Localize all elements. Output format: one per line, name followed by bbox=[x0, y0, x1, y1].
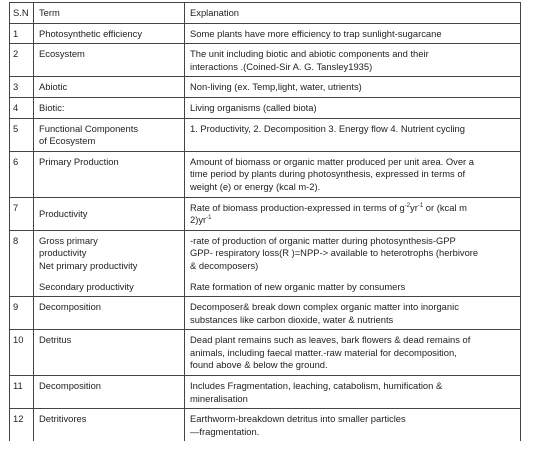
row-explanation bbox=[185, 151, 521, 197]
row-sn: 1 bbox=[10, 23, 34, 44]
explanation-line: weight (e) or energy (kcal m-2). bbox=[190, 180, 321, 192]
explanation-line: Rate formation of new organic matter by consumers bbox=[190, 280, 406, 292]
table-row bbox=[10, 77, 521, 98]
row-sn: 11 bbox=[10, 376, 34, 409]
explanation-line: —fragmentation. bbox=[190, 425, 260, 437]
table-row bbox=[10, 97, 521, 118]
row-explanation bbox=[185, 376, 521, 409]
row-explanation bbox=[185, 297, 521, 330]
row-sn: 4 bbox=[10, 97, 34, 118]
term-line: Net primary productivity bbox=[39, 259, 138, 271]
row-explanation bbox=[185, 197, 521, 230]
row-term: Productivity bbox=[34, 197, 185, 230]
table-row bbox=[10, 44, 521, 77]
explanation-line: Decomposer& break down complex organic matter into inorganic bbox=[190, 301, 459, 313]
row-explanation: Non-living (ex. Temp,light, water, utrients) bbox=[185, 77, 521, 98]
row-sn: 3 bbox=[10, 77, 34, 98]
row-term: Decomposition bbox=[34, 297, 185, 330]
header-row bbox=[10, 3, 521, 24]
explanation-line: time period by plants during photosynthesis, expressed in terms of bbox=[190, 168, 466, 180]
explanation-line bbox=[190, 202, 515, 215]
header-term: Term bbox=[34, 3, 185, 24]
explanation-text: Rate of biomass production-expressed in terms of g bbox=[190, 201, 405, 213]
explanation-line: Includes Fragmentation, leaching, catabolism, humification & bbox=[190, 380, 443, 392]
table-row bbox=[10, 197, 521, 230]
explanation-line: mineralisation bbox=[190, 392, 248, 404]
header-sn: S.N bbox=[10, 3, 34, 24]
row-explanation bbox=[185, 230, 521, 296]
table-row bbox=[10, 230, 521, 296]
row-explanation: Some plants have more efficiency to trap sunlight-sugarcane bbox=[185, 23, 521, 44]
table-row bbox=[10, 330, 521, 376]
superscript: -1 bbox=[206, 215, 212, 222]
term-line: of Ecosystem bbox=[39, 135, 96, 147]
explanation-line: found above & below the ground. bbox=[190, 359, 328, 371]
row-explanation: Living organisms (called biota) bbox=[185, 97, 521, 118]
superscript: -2 bbox=[404, 202, 411, 209]
glossary-table bbox=[9, 2, 521, 441]
row-term: Decomposition bbox=[34, 376, 185, 409]
explanation-line bbox=[190, 214, 515, 227]
explanation-line: GPP- respiratory loss(R )=NPP-> available to heterotrophs (herbivore bbox=[190, 247, 479, 259]
explanation-line: animals, including faecal matter.-raw material for decomposition, bbox=[190, 346, 457, 358]
row-term: Ecosystem bbox=[34, 44, 185, 77]
row-sn: 7 bbox=[10, 197, 34, 230]
explanation-line: substances like carbon dioxide, water & nutrients bbox=[190, 313, 394, 325]
explanation-line: interactions .(Coined-Sir A. G. Tansley1935) bbox=[190, 60, 373, 72]
row-sn: 12 bbox=[10, 409, 34, 442]
explanation-line: Dead plant remains such as leaves, bark flowers & dead remains of bbox=[190, 334, 471, 346]
table-row bbox=[10, 23, 521, 44]
row-term: Detritivores bbox=[34, 409, 185, 442]
row-sn: 2 bbox=[10, 44, 34, 77]
table-row bbox=[10, 151, 521, 197]
explanation-text: or (kcal m bbox=[423, 201, 467, 213]
explanation-line: -rate of production of organic matter during photosynthesis-GPP bbox=[190, 234, 456, 246]
explanation-line: & decomposers) bbox=[190, 259, 259, 271]
row-term: Detritus bbox=[34, 330, 185, 376]
explanation-line: The unit including biotic and abiotic components and their bbox=[190, 48, 429, 60]
table-row bbox=[10, 376, 521, 409]
superscript: -1 bbox=[417, 202, 424, 209]
row-term: Biotic: bbox=[34, 97, 185, 118]
row-explanation: 1. Productivity, 2. Decomposition 3. Energy flow 4. Nutrient cycling bbox=[185, 118, 521, 151]
row-explanation bbox=[185, 409, 521, 442]
explanation-line: Amount of biomass or organic matter produced per unit area. Over a bbox=[190, 155, 474, 167]
row-term: Primary Production bbox=[34, 151, 185, 197]
explanation-text: 2)yr bbox=[190, 214, 207, 226]
row-explanation bbox=[185, 330, 521, 376]
explanation-line: Earthworm-breakdown detritus into smaller particles bbox=[190, 413, 406, 425]
row-sn: 9 bbox=[10, 297, 34, 330]
row-term: Abiotic bbox=[34, 77, 185, 98]
row-sn: 8 bbox=[10, 230, 34, 296]
table-row bbox=[10, 118, 521, 151]
row-term bbox=[34, 230, 185, 296]
row-explanation bbox=[185, 44, 521, 77]
term-line: productivity bbox=[39, 247, 87, 259]
term-line: Gross primary bbox=[39, 234, 98, 246]
row-sn: 5 bbox=[10, 118, 34, 151]
row-term: Photosynthetic efficiency bbox=[34, 23, 185, 44]
term-line: Secondary productivity bbox=[39, 280, 134, 292]
header-explanation: Explanation bbox=[185, 3, 521, 24]
row-sn: 6 bbox=[10, 151, 34, 197]
row-term bbox=[34, 118, 185, 151]
explanation-text: yr bbox=[410, 201, 418, 213]
term-line: Functional Components bbox=[39, 122, 139, 134]
table-row bbox=[10, 297, 521, 330]
table-row bbox=[10, 409, 521, 442]
row-sn: 10 bbox=[10, 330, 34, 376]
